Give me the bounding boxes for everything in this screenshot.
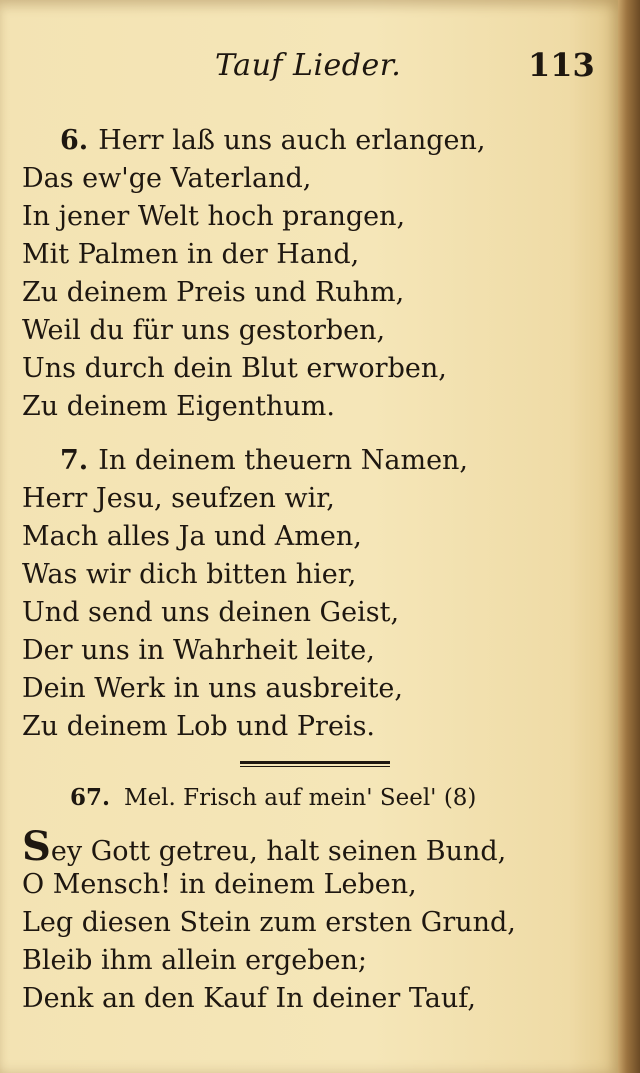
verse-line: Denk an den Kauf In deiner Tauf, [22,983,476,1014]
verse-line: O Mensch! in deinem Leben, [22,869,417,900]
verse-line: Weil du für uns gestorben, [22,315,386,346]
verse-line: Und send uns deinen Geist, [22,597,400,628]
hymn-heading [70,784,476,811]
verse-line: Herr Jesu, seufzen wir, [22,483,335,514]
verse-line: Mach alles Ja und Amen, [22,521,362,552]
verse-line: Dein Werk in uns ausbreite, [22,673,403,704]
stanza-number: 7. [60,445,89,476]
stanza-6 [22,122,602,426]
verse-line: Sey Gott getreu, halt seinen Bund, [22,823,507,870]
section-divider [240,761,390,764]
verse-line: 7. In deinem theuern Namen, [60,445,469,476]
verse-line: Bleib ihm allein ergeben; [22,945,368,976]
verse-line: Was wir dich bitten hier, [22,559,357,590]
stanza-7 [22,442,602,746]
verse-line: 6. Herr laß uns auch erlangen, [60,125,486,156]
stanza-number: 6. [60,125,89,156]
verse-line: Zu deinem Lob und Preis. [22,711,376,742]
verse-line: Zu deinem Preis und Ruhm, [22,277,405,308]
verse-line: In jener Welt hoch prangen, [22,201,406,232]
verse-line: Uns durch dein Blut erworben, [22,353,447,384]
running-title: Tauf Lieder. [215,48,402,83]
page-edge [618,0,640,1073]
verse-line: Zu deinem Eigenthum. [22,391,335,422]
verse-line: Der uns in Wahrheit leite, [22,635,375,666]
hymn-67-stanza [22,823,516,1018]
verse-line: Leg diesen Stein zum ersten Grund, [22,907,516,938]
hymn-number: 67. [70,784,111,811]
melody-reference: Mel. Frisch auf mein' Seel' (8) [124,785,477,811]
page-number: 113 [528,46,595,84]
page-header [0,48,618,92]
verse-line: Mit Palmen in der Hand, [22,239,360,270]
hymn-text [22,122,602,746]
drop-cap: S [22,823,51,870]
verse-line: Das ew'ge Vaterland, [22,163,312,194]
